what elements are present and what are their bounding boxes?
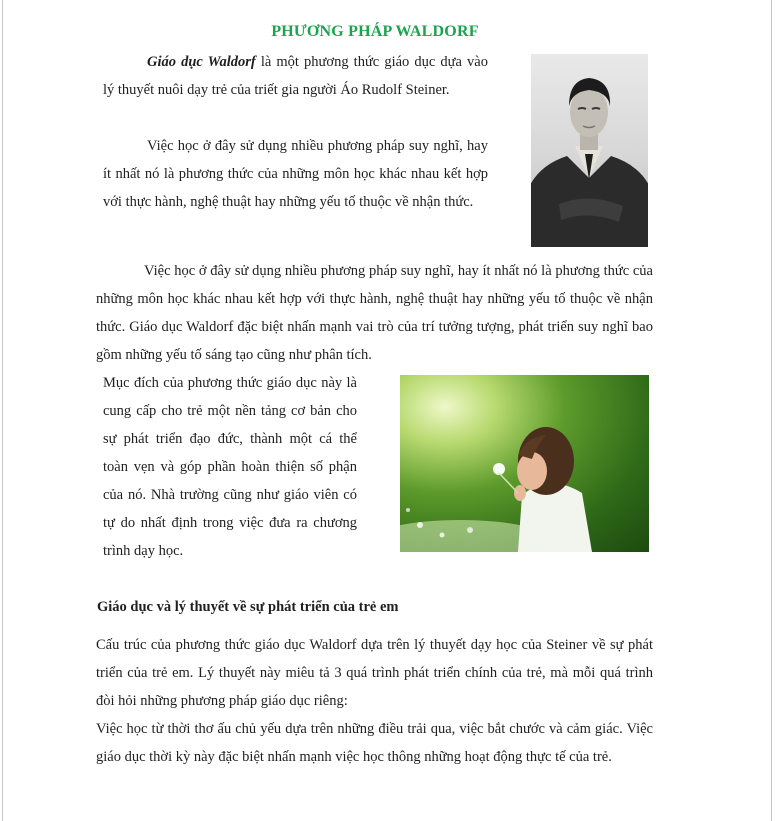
rudolf-steiner-portrait <box>531 54 648 247</box>
intro-paragraph <box>103 48 488 104</box>
paragraph-4-text: Mục đích của phương thức giáo dục này là cung cấp cho trẻ một nền tảng cơ bản cho sự phát triển đạo đức, thành một cá thể toàn vẹn và góp phần hoàn thiện số phận của nó. Nhà trường cũng như giáo viên có tự do nhất định trong việc đưa ra chương trình dạy học. <box>103 375 357 559</box>
paragraph-3 <box>96 257 653 369</box>
intro-term: Giáo dục Waldorf <box>147 54 256 70</box>
paragraph-6-text: Việc học từ thời thơ ấu chủ yếu dựa trên những điều trải qua, việc bắt chước và cảm giác. Việc giáo dục thời kỳ này đặc biệt nhấn mạnh việc học thông những hoạt động thực tế của trẻ. <box>96 721 653 765</box>
child-dandelion-photo <box>400 375 649 552</box>
intro-text: là một phương thức giáo dục dựa vào lý thuyết nuôi dạy trẻ của triết gia người Áo Rudolf Steiner. <box>103 54 488 98</box>
document-title: PHƯƠNG PHÁP WALDORF <box>271 23 479 40</box>
paragraph-2 <box>103 132 488 216</box>
portrait-illustration <box>531 54 648 247</box>
paragraph-4 <box>103 369 357 565</box>
paragraph-2-text: Việc học ở đây sử dụng nhiều phương pháp suy nghĩ, hay ít nhất nó là phương thức của những môn học khác nhau kết hợp với thực hành, nghệ thuật hay những yếu tố thuộc về nhận thức. <box>103 138 488 210</box>
child-illustration <box>400 375 649 552</box>
paragraph-6 <box>96 715 653 771</box>
page-right-edge <box>771 0 772 821</box>
page-left-edge <box>2 0 3 821</box>
paragraph-5-text: Cấu trúc của phương thức giáo dục Waldorf dựa trên lý thuyết dạy học của Steiner về sự phát triển của trẻ em. Lý thuyết này miêu tả 3 quá trình phát triển chính của trẻ, mà mỗi quá trình đòi hỏi những phương pháp giáo dục riêng: <box>96 637 653 709</box>
paragraph-5 <box>96 631 653 715</box>
section-heading: Giáo dục và lý thuyết về sự phát triển của trẻ em <box>97 599 399 615</box>
paragraph-3-text: Việc học ở đây sử dụng nhiều phương pháp suy nghĩ, hay ít nhất nó là phương thức của những môn học khác nhau kết hợp với thực hành, nghệ thuật hay những yếu tố thuộc về nhận thức. Giáo dục Waldorf đặc biệt nhấn mạnh vai trò của trí tưởng tượng, phát triển suy nghĩ bao gồm những yếu tố sáng tạo cũng như phân tích. <box>96 263 653 363</box>
